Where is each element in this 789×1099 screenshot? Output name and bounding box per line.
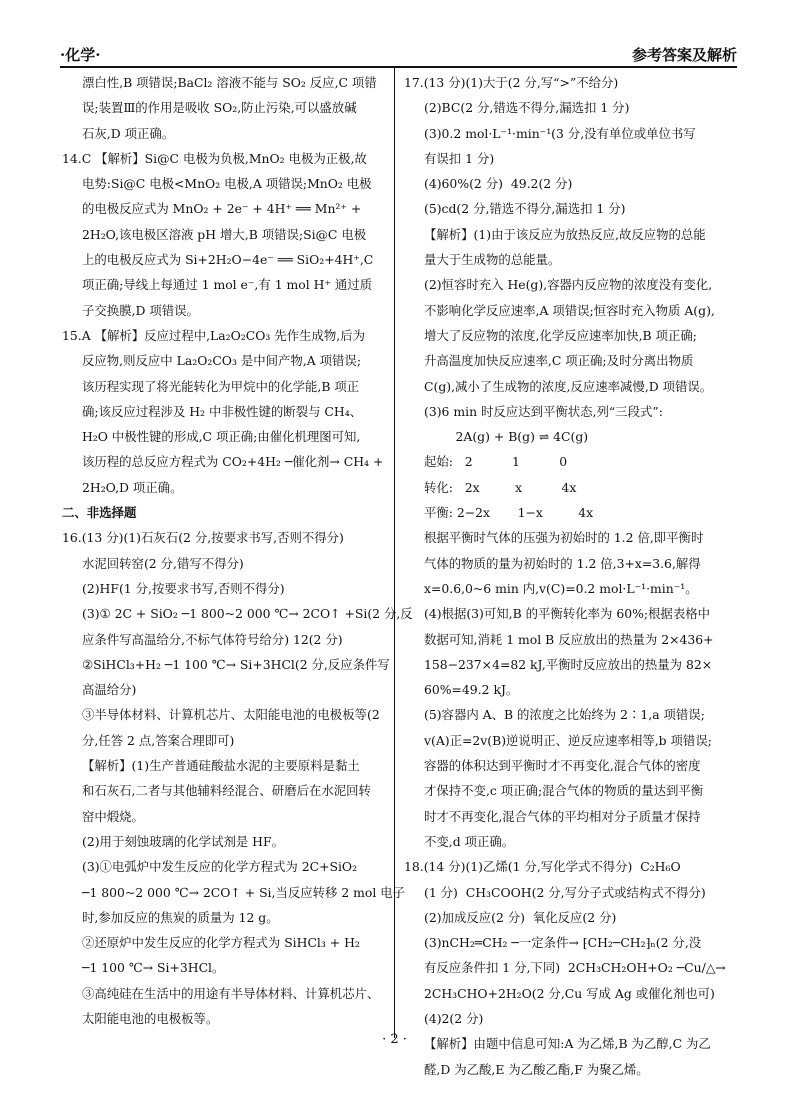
text-line: 升高温度加快反应速率,C 项正确;及时分离出物质	[424, 353, 694, 369]
text-line: ─1 800~2 000 ℃→ 2CO↑ + Si,当反应转移 2 mol 电子	[82, 884, 406, 900]
text-line: 起始: 2 1 0	[424, 454, 568, 470]
text-line: 气体的物质的量为初始时的 1.2 倍,3+x=3.6,解得	[424, 555, 701, 571]
text-line: (4)根据(3)可知,B 的平衡转化率为 60%;根据表格中	[424, 606, 710, 622]
text-line: 项正确;导线上每通过 1 mol e⁻,有 1 mol H⁺ 通过质	[82, 277, 373, 293]
text-line: ③半导体材料、计算机芯片、太阳能电池的电极板等(2	[82, 707, 380, 723]
left-column	[62, 70, 413, 1031]
text-line: 转化: 2x x 4x	[424, 479, 577, 495]
text-line: 才保持不变,c 项正确;混合气体的物质的量达到平衡	[424, 783, 704, 799]
text-line: 2H₂O,该电极区溶液 pH 增大,B 项错误;Si@C 电极	[82, 226, 367, 242]
text-line: 高温给分)	[82, 682, 137, 698]
text-line: 平衡: 2−2x 1−x 4x	[424, 505, 594, 521]
text-line: (2)恒容时充入 He(g),容器内反应物的浓度没有变化,	[424, 277, 713, 293]
header-rule	[60, 66, 737, 68]
text-line: 醛,D 为乙酸,E 为乙酸乙酯,F 为聚乙烯。	[424, 1061, 649, 1077]
text-line: 应条件写高温给分,不标气体符号给分) 12(2 分)	[82, 631, 343, 647]
text-line: 时才不再变化,混合气体的平均相对分子质量才保持	[424, 808, 701, 824]
text-line: 有误扣 1 分)	[424, 150, 495, 166]
text-line: 该历程的总反应方程式为 CO₂+4H₂ ─催化剂→ CH₄ +	[82, 454, 384, 470]
text-line: (2)用于刻蚀玻璃的化学试剂是 HF。	[82, 833, 284, 849]
text-line: 15.A 【解析】反应过程中,La₂O₂CO₃ 先作生成物,后为	[62, 327, 365, 343]
text-line: 水泥回转窑(2 分,错写不得分)	[82, 555, 244, 571]
text-line: 增大了反应物的浓度,化学反应速率加快,B 项正确;	[424, 327, 697, 343]
text-line: (4)60%(2 分) 49.2(2 分)	[424, 176, 573, 192]
text-line: 【解析】(1)由于该反应为放热反应,故反应物的总能	[424, 226, 706, 242]
text-line: 漂白性,B 项错误;BaCl₂ 溶液不能与 SO₂ 反应,C 项错	[82, 75, 377, 90]
text-line: ③高纯硅在生活中的用途有半导体材料、计算机芯片、	[82, 985, 380, 1001]
text-line: (4)2(2 分)	[424, 1010, 484, 1026]
text-line: 不变,d 项正确。	[424, 833, 515, 849]
text-line: 和石灰石,二者与其他辅料经混合、研磨后在水泥回转	[82, 783, 371, 799]
text-line: 反应物,则反应中 La₂O₂CO₃ 是中间产物,A 项错误;	[82, 353, 361, 369]
text-line: 时,参加反应的焦炭的质量为 12 g。	[82, 909, 279, 925]
text-line: 子交换膜,D 项错误。	[82, 302, 199, 318]
text-line: C(g),减小了生成物的浓度,反应速率减慢,D 项错误。	[424, 378, 713, 394]
text-line: H₂O 中极性键的形成,C 项正确;由催化机理图可知,	[82, 429, 361, 445]
text-line: 17.(13 分)(1)大于(2 分,写“>”不给分)	[404, 75, 619, 90]
text-line: (3)①电弧炉中发生反应的化学方程式为 2C+SiO₂	[82, 859, 358, 875]
text-line: (5)容器内 A、B 的浓度之比始终为 2∶1,a 项错误;	[424, 707, 705, 723]
text-line: (1 分) CH₃COOH(2 分,写分子式或结构式不得分)	[424, 884, 706, 900]
text-line: 【解析】(1)生产普通硅酸盐水泥的主要原料是黏土	[82, 758, 360, 774]
text-line: 根据平衡时气体的压强为初始时的 1.2 倍,即平衡时	[424, 530, 704, 546]
text-line: 【解析】由题中信息可知:A 为乙烯,B 为乙醇,C 为乙	[424, 1036, 711, 1052]
section-title: 参考答案及解析	[631, 46, 737, 64]
text-line: 容器的体积达到平衡时才不再变化,混合气体的密度	[424, 758, 701, 774]
text-line: 2CH₃CHO+2H₂O(2 分,Cu 写成 Ag 或催化剂也可)	[424, 985, 715, 1001]
text-line: (2)加成反应(2 分) 氧化反应(2 分)	[424, 909, 617, 925]
text-line: 误;装置Ⅲ的作用是吸收 SO₂,防止污染,可以盛放碱	[82, 100, 357, 116]
text-line: 石灰,D 项正确。	[82, 125, 175, 141]
text-line: x=0.6,0~6 min 内,v(C)=0.2 mol·L⁻¹·min⁻¹。	[424, 580, 698, 596]
text-line: (2)HF(1 分,按要求书写,否则不得分)	[82, 580, 285, 596]
text-line: (5)cd(2 分,错选不得分,漏选扣 1 分)	[424, 201, 626, 217]
text-line: 数据可知,消耗 1 mol B 反应放出的热量为 2×436+	[424, 631, 714, 647]
text-line: 窑中煅烧。	[82, 808, 144, 824]
text-line: 16.(13 分)(1)石灰石(2 分,按要求书写,否则不得分)	[62, 530, 344, 546]
text-line: 上的电极反应式为 Si+2H₂O−4e⁻ ══ SiO₂+4H⁺,C	[82, 252, 374, 268]
text-line: 的电极反应式为 MnO₂ + 2e⁻ + 4H⁺ ══ Mn²⁺ +	[82, 201, 362, 217]
text-line: 不影响化学反应速率,A 项错误;恒容时充入物质 A(g),	[424, 302, 715, 318]
text-line: 该历程实现了将光能转化为甲烷中的化学能,B 项正	[82, 378, 360, 394]
text-line: 2A(g) + B(g) ⇌ 4C(g)	[424, 429, 589, 445]
text-line: v(A)正=2v(B)逆说明正、逆反应速率相等,b 项错误;	[424, 732, 712, 748]
text-line: 太阳能电池的电极板等。	[82, 1010, 219, 1026]
text-line: 18.(14 分)(1)乙烯(1 分,写化学式不得分) C₂H₆O	[404, 859, 681, 875]
text-line: (3)① 2C + SiO₂ ─1 800~2 000 ℃→ 2CO↑ +Si(2 分,反	[82, 606, 413, 622]
text-line: 电势:Si@C 电极<MnO₂ 电极,A 项错误;MnO₂ 电极	[82, 176, 372, 192]
text-line: (2)BC(2 分,错选不得分,漏选扣 1 分)	[424, 100, 630, 116]
page-number: · 2 ·	[382, 1032, 407, 1047]
text-line: ②SiHCl₃+H₂ ─1 100 ℃→ Si+3HCl(2 分,反应条件写	[82, 656, 390, 672]
text-line: 60%=49.2 kJ。	[424, 682, 519, 698]
text-line: 158−237×4=82 kJ,平衡时反应放出的热量为 82×	[424, 656, 713, 672]
subject-label: ·化学·	[60, 46, 101, 64]
text-line: 确;该反应过程涉及 H₂ 中非极性键的断裂与 CH₄、	[82, 403, 363, 419]
text-line: 分,任答 2 点,答案合理即可)	[82, 732, 235, 748]
text-line: 14.C 【解析】Si@C 电极为负极,MnO₂ 电极为正极,故	[62, 150, 367, 166]
right-column	[404, 70, 734, 1082]
text-line: 有反应条件扣 1 分,下同) 2CH₃CH₂OH+O₂ ─Cu/△→	[424, 960, 726, 976]
text-line: ②还原炉中发生反应的化学方程式为 SiHCl₃ + H₂	[82, 935, 360, 951]
text-line: ─1 100 ℃→ Si+3HCl。	[82, 960, 225, 976]
text-line: (3)6 min 时反应达到平衡状态,列“三段式”:	[424, 403, 663, 419]
text-line: 量大于生成物的总能量。	[424, 252, 561, 268]
text-line: 2H₂O,D 项正确。	[82, 479, 183, 495]
text-line: (3)0.2 mol·L⁻¹·min⁻¹(3 分,没有单位或单位书写	[424, 125, 696, 141]
page-header	[60, 44, 737, 66]
text-line: 二、非选择题	[62, 505, 137, 521]
text-line: (3)nCH₂═CH₂ ─一定条件→ ⁅CH₂─CH₂⁆ₙ(2 分,没	[424, 935, 702, 951]
